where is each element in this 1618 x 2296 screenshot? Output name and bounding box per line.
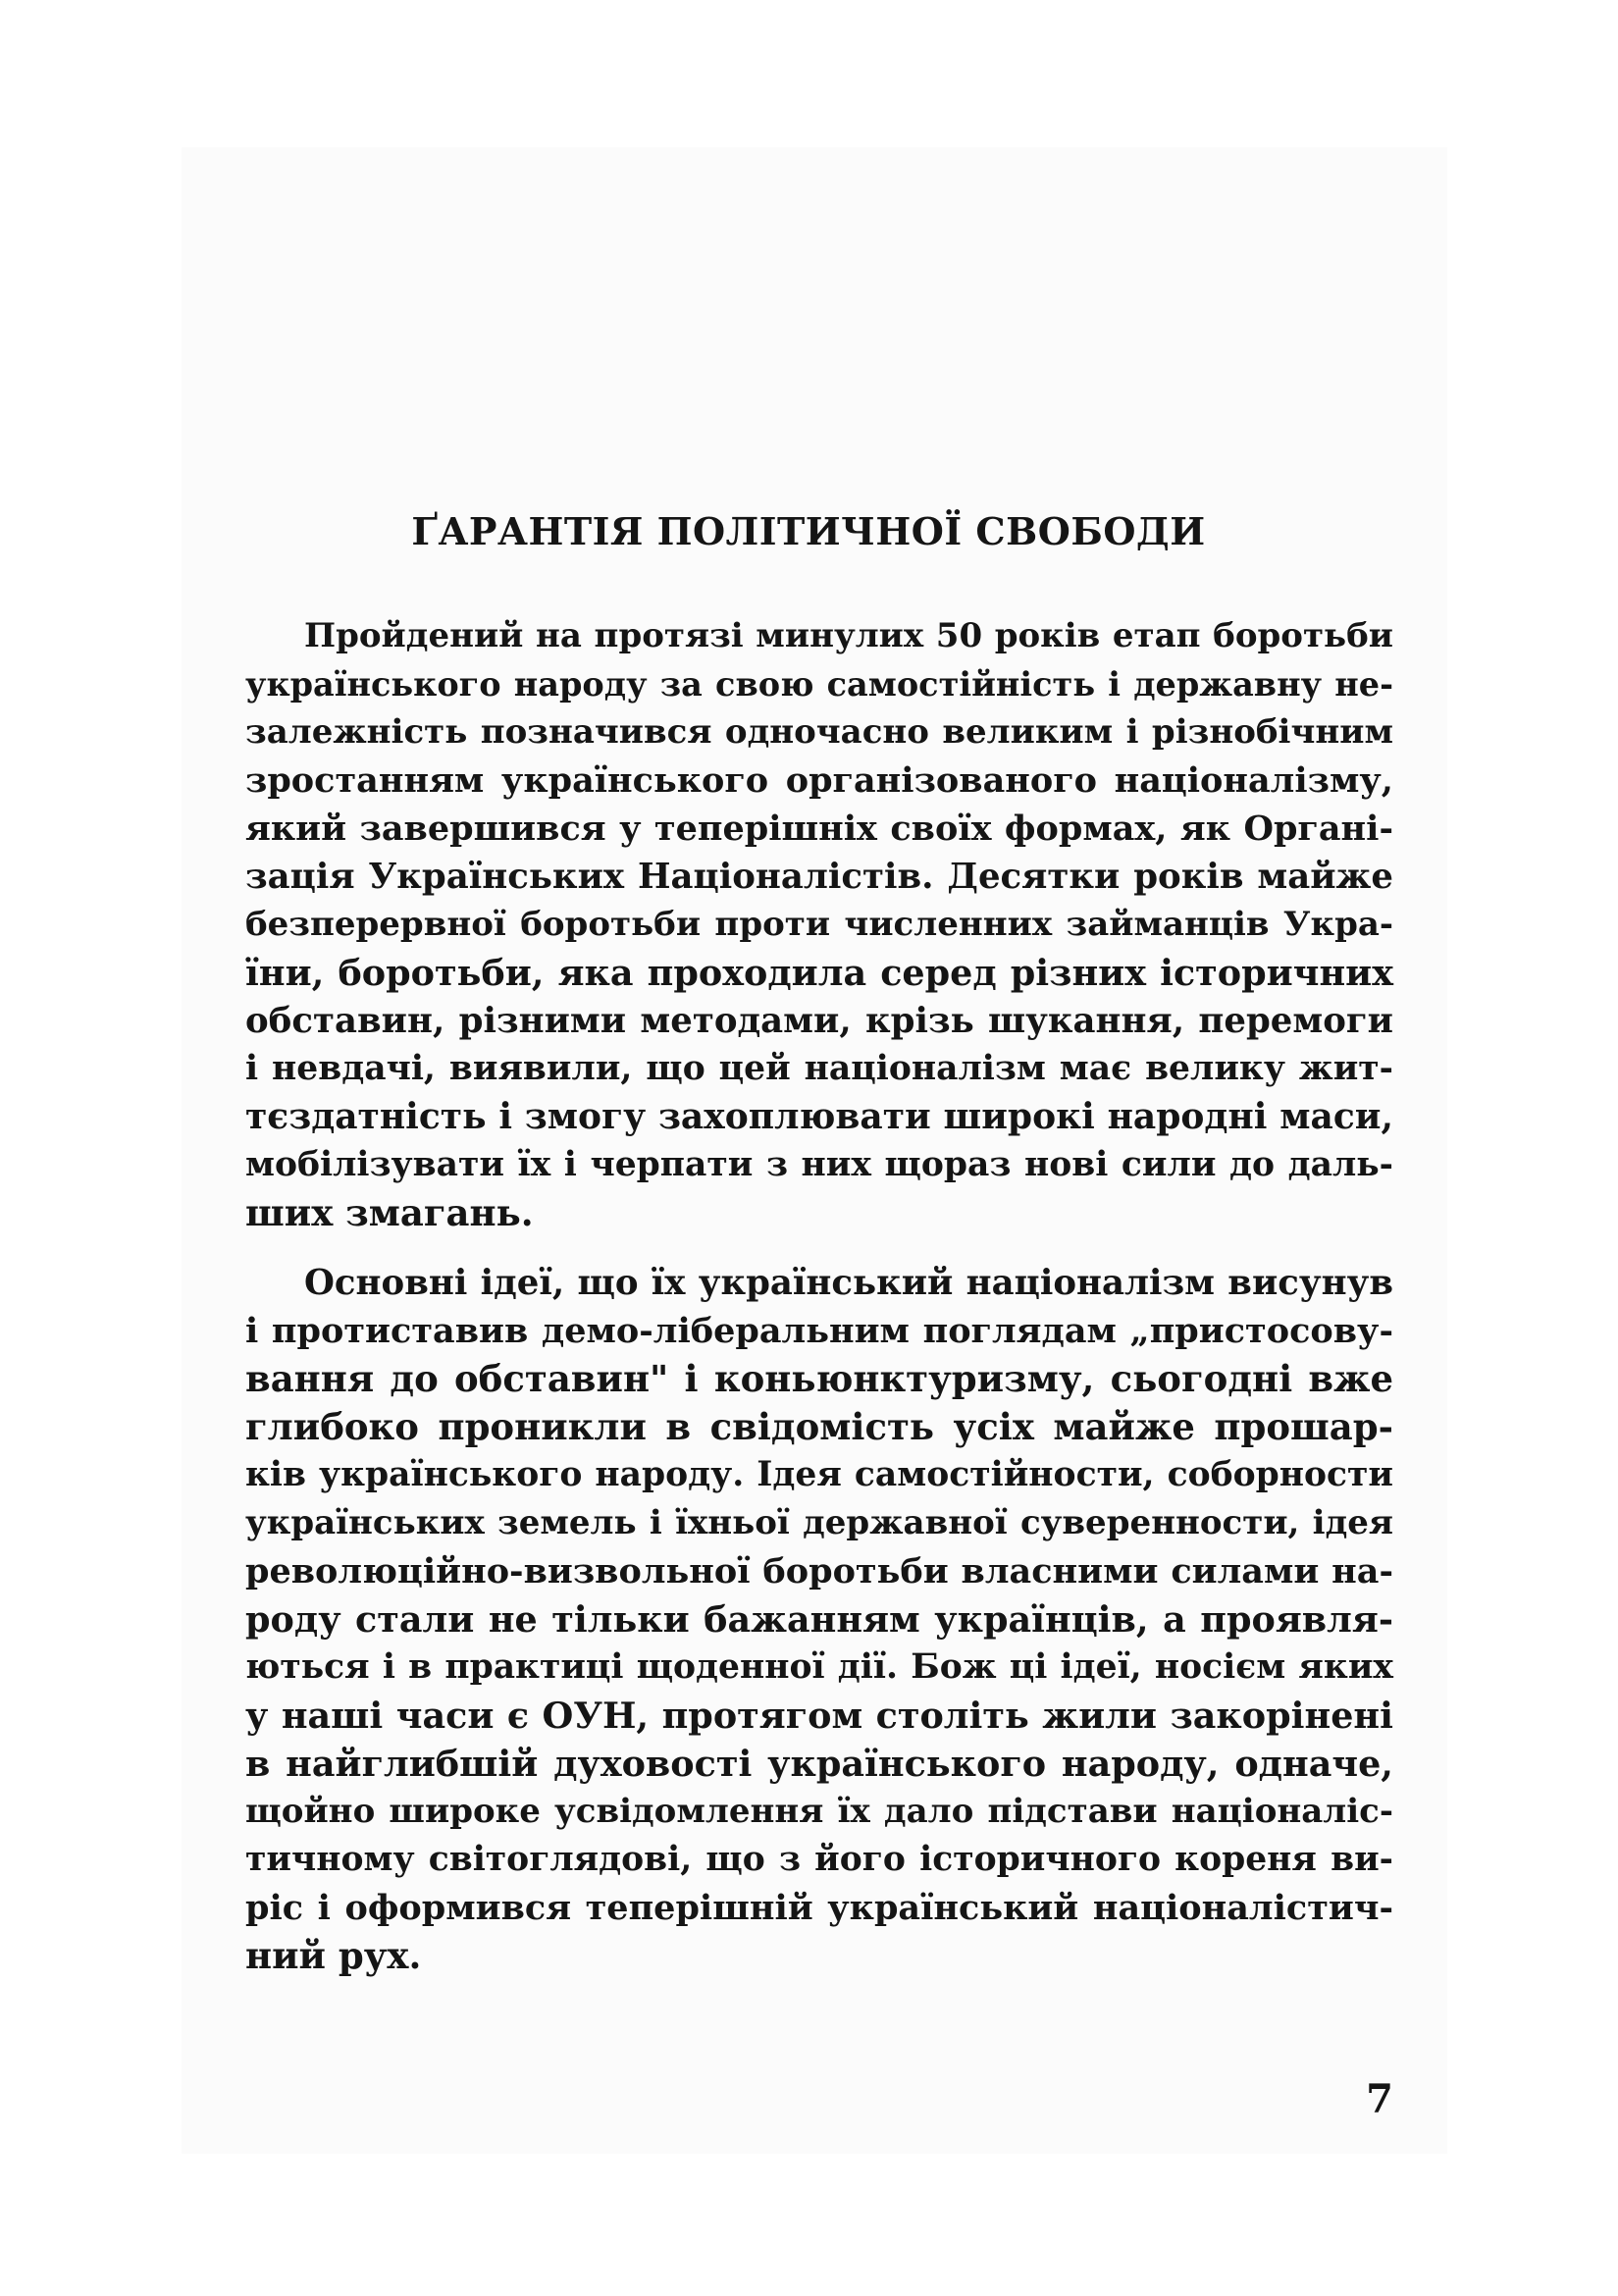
text-line: щойно широке усвідомлення їх дало підстави націоналіс- — [245, 1792, 1393, 1831]
text-line: обставин, різними методами, крізь шукання, перемоги — [245, 1001, 1393, 1041]
text-line: українських земель і їхньої державної суверенности, ідея — [245, 1503, 1393, 1542]
text-line: зація Українських Націоналістів. Десятки років майже — [245, 857, 1393, 897]
page-number: 7 — [1366, 2076, 1393, 2122]
text-line: і протиставив демо-ліберальним поглядам „пристосову- — [245, 1311, 1393, 1351]
text-line: ших змагань. — [245, 1191, 534, 1234]
text-line: мобілізувати їх і черпати з них щораз нові сили до даль- — [245, 1145, 1393, 1184]
paragraph-1 — [245, 612, 1393, 1237]
text-line: який завершився у теперішніх своїх формах, як Органі- — [245, 809, 1393, 849]
text-line: тичному світоглядові, що з його історичного кореня ви- — [245, 1840, 1393, 1879]
text-line: ків українського народу. Ідея самостійности, соборности — [245, 1455, 1393, 1494]
text-line: ються і в практиці щоденної дії. Бож ці ідеї, носієм яких — [245, 1647, 1393, 1687]
text-line: в найглибшій духовості українського народу, одначе, — [245, 1743, 1393, 1785]
text-line: глибоко проникли в свідомість усіх майже прошар- — [245, 1405, 1393, 1448]
text-line: зростанням українського організованого націоналізму, — [245, 760, 1393, 801]
text-line: українського народу за свою самостійність і державну не- — [245, 665, 1393, 704]
text-line: ріс і оформився теперішній український націоналістич- — [245, 1888, 1393, 1928]
text-line: їни, боротьби, яка проходила серед різних історичних — [245, 952, 1393, 994]
text-line: революційно-визвольної боротьби власними силами на- — [245, 1551, 1393, 1592]
text-line: і невдачі, виявили, що цей націоналізм має велику жит- — [245, 1049, 1393, 1088]
chapter-title: ҐАРАНТІЯ ПОЛІТИЧНОЇ СВОБОДИ — [411, 509, 1206, 553]
text-line: вання до обставин" і коньюнктуризму, сьогодні вже — [245, 1357, 1393, 1400]
text-line: роду стали не тільки бажанням українців, а проявля- — [245, 1598, 1393, 1641]
text-line: ний рух. — [245, 1934, 422, 1977]
text-line: тєздатність і змогу захоплювати широкі народні маси, — [245, 1096, 1393, 1137]
text-line: Пройдений на протязі минулих 50 років етап боротьби — [304, 616, 1393, 655]
text-line: залежність позначився одночасно великим і різнобічним — [245, 712, 1393, 752]
text-line: безперервної боротьби проти численних займанців Укра- — [245, 905, 1393, 944]
text-line: у наші часи є ОУН, протягом століть жили закорінені — [245, 1695, 1393, 1737]
paragraph-2 — [245, 1259, 1393, 1980]
text-line: Основні ідеї, що їх український націоналізм висунув — [304, 1263, 1393, 1303]
